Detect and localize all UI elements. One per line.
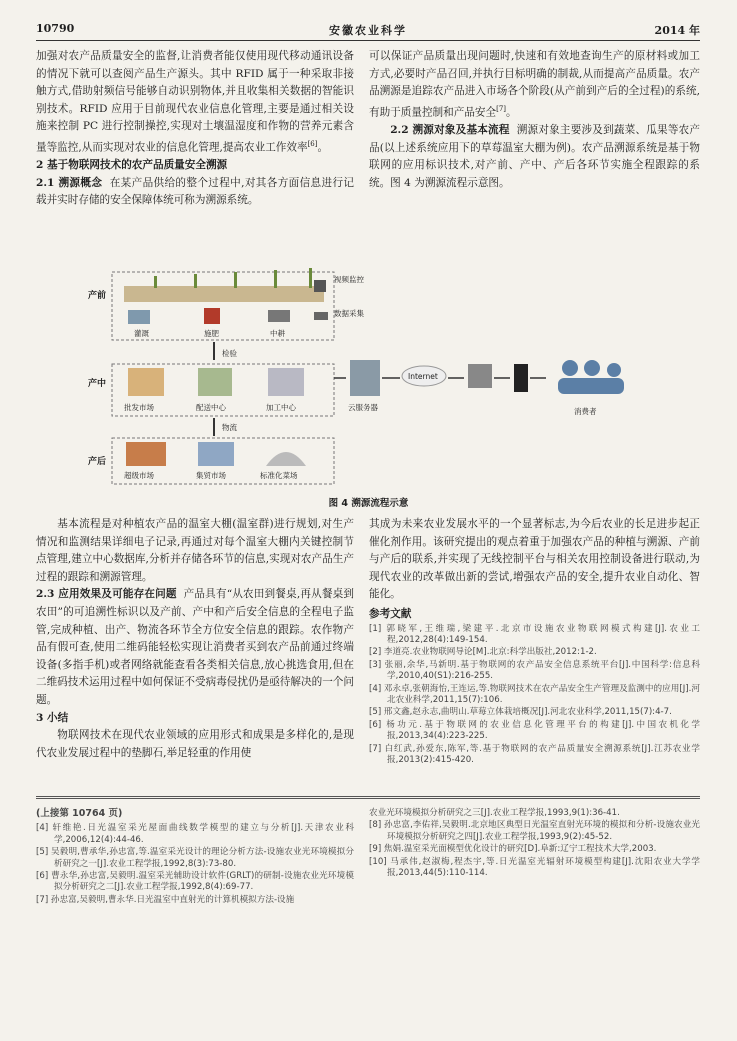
consumer-label: 消费者 [574,407,597,416]
field-strip [124,286,324,302]
wholesale-icon [128,368,164,396]
inspection-label: 检验 [222,349,237,358]
paragraph: 物联网技术在现代农业领域的应用形式和成果是多样化的,是现代农业发展过程中的垫脚石,举足轻重的作用使 [36,729,354,759]
page-header [36,22,700,38]
video-monitor-label: 视频监控 [334,275,364,284]
reference-item: [9] 焦娟.温室采光面模型优化设计的研究[D].阜新:辽宁工程技术大学,2003. [369,844,657,855]
irrigation-icon [128,310,150,324]
wholesale-label: 批发市场 [124,403,154,412]
data-collection-label: 数据采集 [334,309,364,318]
paragraph-2-1: 2.1 溯源概念 在某产品供给的整个过程中,对其各方面信息进行记载并实时存储的安全保障体统可称为溯源系统。 [36,176,354,207]
qr-code-icon [468,364,492,388]
tiller-icon [268,310,290,322]
distribution-icon [198,368,232,396]
continued-refs-left [36,808,354,907]
reference-item: [7] 白红武,孙爱东,陈军,等.基于物联网的农产品质量安全溯源系统[J].江苏农业学报,2013(2):415-420. [369,743,700,766]
paragraph: 其成为未来农业发展水平的一个显著标志,为今后农业的长足进步起正催化剂作用。该研究提出的观点着重于加强农产品的种植与溯源、产前与产后的联系,并实现了无线控制平台与相关农用控制设备进行联动,为现代农业的改革做出新的尝试,增强农产品的安全,提升农业自动化、智能化。 [369,518,700,601]
continued-note: (上接第 10764 页) [36,808,123,819]
reference-item: [10] 马承伟,赵淑梅,程杰宇,等.日光温室光辐射环境模型构建[J].沈阳农业大学学报,2013,44(5):110-114. [369,856,700,879]
greenhouse-icon [266,452,306,466]
figure-caption: 图 4 溯源流程示意 [328,498,409,509]
logistics-label: 物流 [222,423,237,432]
reference-item: 农业光环境模拟分析研究之三[J].农业工程学报,1993,9(1):36-41. [369,808,620,818]
separator-line [36,796,700,797]
reference-item: [3] 张丽,余华,马新明.基于物联网的农产品安全信息系统平台[J].中国科学:信息科学,2010,40(S1):216-255. [369,659,700,682]
supermarket-label: 超级市场 [124,471,154,480]
paragraph-2-2: 2.2 溯源对象及基本流程 溯源对象主要涉及到蔬菜、瓜果等农产品(以上述系统应用下的草莓温室大棚为例)。农产品溯源系统是基于物联网的应用标识技术,对产前、产中、产后各环节实施全程跟踪的系统。图 4 为溯源流程示意图。 [369,123,701,189]
section-heading-3: 3 小结 [36,711,69,724]
market-icon [198,442,234,466]
reference-item: [4] 邓永卓,张朝海怡,王连运,等.物联网技术在农产品安全生产管理及监测中的应用[J].河北农业科学,2011,15(7):106. [369,683,700,705]
standard-market-label: 标准化菜场 [260,471,298,480]
reference-list [369,624,700,767]
references-title: 参考文献 [369,607,412,620]
stage-post-label: 产后 [88,457,107,467]
paragraph: 可以保证产品质量出现问题时,快速和有效地查询生产的原材料或加工方式,必要时产品召回,并执行目标明确的制裁,从而提高产品质量。农产品溯源是追踪农产品进入市场各个阶段(从产前到产后的全过程)的系统,有助于质量控制和产品安全[7]。 [369,50,700,119]
reference-item: [2] 李道亮.农业物联网导论[M].北京:科学出版社,2012:1-2. [369,647,597,658]
camera-icon [314,280,326,292]
paragraph-2-3: 2.3 应用效果及可能存在问题 产品具有“从农田到餐桌,再从餐桌到农田”的可追溯性标识以及产前、产中和产后安全信息的全程电子监管,完成种植、出产、物流各环节全方位安全信息的跟踪。农作物产品有假可查,使用二维码能轻松实现让消费者买到农产品前通过终端设备(多指手机)或者网络就能查看各类相关信息,放心挑选食用,但在二维码技术运用过程中如何保证不受病毒侵扰仍是亟待解决的一个问题。 [36,588,354,706]
continued-refs-right [369,808,700,880]
tillage-label: 中耕 [270,329,285,338]
reference-item: [4] 轩维艳.日光温室采光屋面曲线数学模型的建立与分析[J].天津农业科学,2006,12(4):44-46. [36,823,354,845]
supermarket-icon [126,442,166,466]
fertilize-label: 施肥 [204,329,219,338]
right-column-top [369,48,700,192]
consumer-icon [558,360,624,394]
reference-item: [6] 曹永华,孙忠富,吴毅明.温室采光辅助设计软件(GRLT)的研制-设施农业光环境模拟分析研究之二[J].农业工程学报,1992,8(4):69-77. [36,871,354,893]
sensor-icon [314,312,328,320]
irrigation-label: 灌溉 [134,329,149,338]
cloud-server-label: 云服务器 [348,403,378,412]
separator-line [36,798,700,799]
fertilizer-icon [204,308,220,324]
page-number: 10790 [36,22,75,35]
section-heading-2: 2 基于物联网技术的农产品质量安全溯源 [36,159,228,172]
reference-list [36,823,354,906]
traceability-flow-diagram [84,268,644,486]
paragraph: 基本流程是对种植农产品的温室大棚(温室群)进行规划,对生产情况和监测结果详细电子记录,再通过对每个温室大棚内关键控制节点管理,建立中心数据库,分析并存储各环节的信息,实现对农产品生产过程的跟踪和溯源管理。 [36,518,354,583]
reference-item: [5] 吴毅明,曹承华,孙忠富,等.温室采光设计的理论分析方法-设施农业光环境模拟分析研究之一[J].农业工程学报,1992,8(3):73-80. [36,847,354,869]
internet-label: Internet [408,372,438,381]
stage-pre-label: 产前 [88,291,107,301]
paragraph: 加强对农产品质量安全的监督,让消费者能仅使用现代移动通讯设备的情况下就可以查阅产品生产源头。其中 RFID 属于一种采取非接触方式,借助射频信号能够自动识别物体,并且收集相关数据的智能识别技术。RFID 应用于目前现代农业信息化管理,主要是通过相关设施来控制 PC 进行控制操控,实现对土壤温湿度和作物的营养元素含量等监控,从而实现对农业的信息化管理,提高农业工作效率[6]。 [36,50,354,154]
left-column-bottom [36,516,354,762]
processing-label: 加工中心 [266,403,296,412]
processing-icon [268,368,304,396]
reference-list [369,808,700,879]
year: 2014 年 [654,24,700,37]
right-column-bottom [369,516,700,767]
stage-mid-label: 产中 [88,379,107,389]
reference-item: [5] 邢文鑫,赵永志,曲明山.草莓立体栽培概况[J].河北农业科学,2011,15(7):4-7. [369,707,672,718]
journal-name: 安徽农业科学 [329,24,407,37]
reference-item: [1] 郭晓军,王维瑞,梁建平.北京市设施农业物联网模式构建[J].农业工程,2012,28(4):149-154. [369,623,700,645]
crop-icons [154,268,312,288]
market-label: 集贸市场 [196,471,226,480]
distribution-label: 配送中心 [196,403,226,412]
left-column-top [36,48,354,210]
reference-item: [7] 孙忠富,吴毅明,曹永华.日光温室中直射光的计算机模拟方法-设施 [36,894,295,905]
reference-item: [6] 杨功元.基于物联网的农业信息化管理平台的构建[J].中国农机化学报,2013,34(4):223-225. [369,719,701,742]
phone-icon [514,364,528,392]
header-rule [36,40,700,41]
reference-item: [8] 孙忠富,李佑祥,吴毅明.北京地区典型日光温室直射光环境的模拟和分析-设施农业光环境模拟分析研究之四[J].农业工程学报,1993,9(2):45-52. [369,820,700,842]
cloud-server-icon [350,360,380,396]
